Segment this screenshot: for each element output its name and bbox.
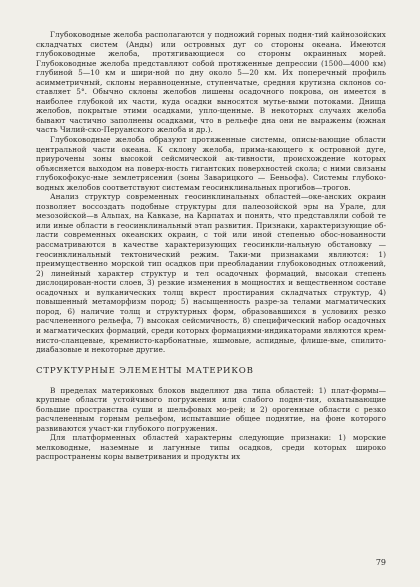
page-number: 79 <box>375 558 386 567</box>
section-heading: СТРУКТУРНЫЕ ЭЛЕМЕНТЫ МАТЕРИКОВ <box>36 365 254 376</box>
paragraph-trench-systems: Глубоководные желоба образуют протяженные системы, описы-вающие области центральной части океана. К склону желоба, прима-кающего к островной дуге, приурочены зоны высокой сейсмической ак-тивности, происхождение которых объясняется выходом на поверх-ность гигантских поверхностей скола; с ними связаны глубокофокус-ные землетрясения (зоны Заварицкого — Беньофа). Системы глубоко-водных желобов соответствуют системам геосинклинальных прогибов—трогов. <box>36 135 386 192</box>
paragraph-continental-blocks: В пределах материковых блоков выделяют два типа областей: 1) плат-формы—крупные области устойчивого погружения или слабого подня-тия, охватывающие большие пространства суши и шельфовых мо-рей; и 2) орогенные области с резко расчлененным горным рельефом, испытавшие общее поднятие, на фоне которого развиваются участ-ки глубокого погружения. <box>36 385 386 433</box>
paragraph-geosyncline-analysis: Анализ структур современных геосинклинальных областей—оке-анских окраин позволяет воссоздать подобные структуры для палеозойской эры на Урале, для мезозойской—в Альпах, на Кавказе, на Карпатах и понять, что представляли собой те или иные области в геосинклинальный этап развития. Признаки, характеризующие об-ласти современных океанских окраин, с той или иной степенью обос-нованности рассматриваются в качестве характеризующих геосинкли-нальную обстановку — геосинклинальный тектонический режим. Таки-ми признаками являются: 1) преимущественно морской тип осадков при преобладании глубоководных отложений, 2) линейный характер структур и тел осадочных формаций, высокая степень дислоцирован-ности слоев, 3) резкие изменения в мощностях и вещественном составе осадочных и вулканических толщ вкрест простирания складчатых структур, 4) повышенный метаморфизм пород; 5) насыщенность разре-за телами магматических пород, 6) наличие толщ и структурных форм, образовавшихся в условиях резко расчлененного рельефа, 7) высокая сейсмичность, 8) специфический набор осадочных и магматических формаций, среди которых формациями-индикаторами являются крем-нисто-сланцевые, кремнисто-карбонатные, яшмовые, аспидные, флише-вые, спилито-диабазовые и некоторые другие. <box>36 192 386 355</box>
paragraph-platform-features: Для платформенных областей характерны следующие признаки: 1) морские мелководные, наземные и лагунные типы осадков, среди которых широко распространены коры выветривания и продукты их <box>36 433 386 462</box>
paragraph-deep-trenches: Глубоководные желоба располагаются у подножий горных подня-тий кайнозойских складчатых систем (Анды) или островных дуг со стороны океана. Имеются глубоководные желоба, протягивающиеся со стороны окраинных морей. Глубоководные желоба представляют собой протяженные депрессии (1500—4000 км) глубиной 5—10 км и шири-ной по дну около 5—20 км. Их поперечный профиль асимметричный, склоны неравноценные, ступенчатые, средняя крутизна склонов со-ставляет 5°. Обычно склоны желобов лишены осадочного покрова, он имеется в наиболее глубокой их части, куда осадки выносятся мутье-выми потоками. Днища желобов, покрытые этими осадками, упло-щенные. В некоторых случаях желоба бывают частично заполнены осадками, что в рельефе дна они не выражены (южная часть Чилий-ско-Перуанского желоба и др.). <box>36 30 386 135</box>
